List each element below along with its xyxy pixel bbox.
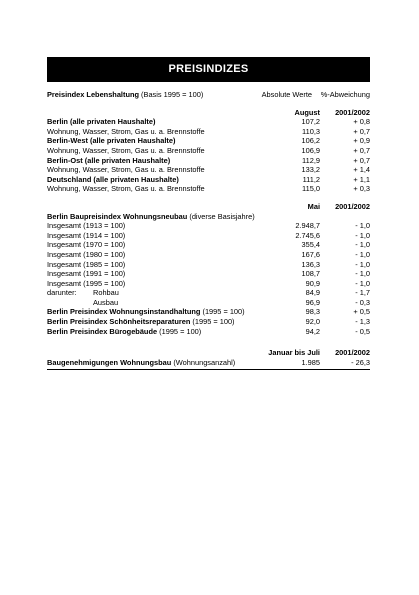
row-value: 98,3 [305, 307, 320, 317]
row-label: Berlin Preisindex Bürogebäude [47, 326, 158, 336]
row-deviation: - 1,3 [355, 317, 370, 327]
period-years: 2001/2002 [335, 107, 370, 117]
row-value: 133,2 [301, 165, 320, 175]
ausbau-value: 96,9 [305, 297, 320, 307]
row-label: Wohnung, Wasser, Strom, Gas u. a. Brennstoffe [47, 145, 205, 155]
table-row [47, 327, 370, 337]
row-deviation: - 1,0 [355, 240, 370, 250]
row-value: 108,7 [301, 269, 320, 279]
page-title: PREISINDIZES [47, 57, 370, 82]
table-row [47, 127, 370, 137]
row-deviation: + 0,3 [353, 184, 370, 194]
row-label: Insgesamt (1985 = 100) [47, 259, 126, 269]
rohbau-label: Rohbau [93, 288, 119, 298]
row-value: 136,3 [301, 259, 320, 269]
row-label: Insgesamt (1913 = 100) [47, 221, 126, 231]
table-row [47, 298, 370, 308]
row-label: Deutschland (alle privaten Haushalte) [47, 174, 179, 184]
row-basis: (1995 = 100) [157, 326, 202, 336]
row-deviation: + 0,8 [353, 117, 370, 127]
row-label: Wohnung, Wasser, Strom, Gas u. a. Brennstoffe [47, 165, 205, 175]
row-label: Insgesamt (1914 = 100) [47, 230, 126, 240]
row-value: 111,2 [302, 174, 320, 184]
row-deviation: - 1,0 [355, 259, 370, 269]
period-august: August [294, 107, 320, 117]
period-mai: Mai [307, 201, 320, 211]
row-label: Insgesamt (1991 = 100) [47, 269, 126, 279]
ausbau-deviation: - 0,3 [355, 297, 370, 307]
table-row [47, 136, 370, 146]
row-label: Insgesamt (1995 = 100) [47, 278, 126, 288]
table-row [47, 221, 370, 231]
period-januar-juli: Januar bis Juli [268, 348, 320, 358]
genehmigung-label: Baugenehmigungen Wohnungsbau [47, 357, 172, 367]
row-value: 110,3 [302, 126, 320, 136]
row-deviation: - 1,0 [355, 230, 370, 240]
row-label: Insgesamt (1980 = 100) [47, 249, 126, 259]
table-row [47, 146, 370, 156]
row-deviation: - 0,5 [355, 326, 370, 336]
bottom-rule [47, 369, 370, 370]
row-value: 106,9 [301, 145, 320, 155]
row-value: 107,2 [301, 117, 320, 127]
col-absolute-header: Absolute Werte [261, 90, 312, 99]
table-row [47, 175, 370, 185]
row-deviation: + 0,7 [353, 155, 370, 165]
lebenshaltung-header [47, 90, 370, 100]
period-years: 2001/2002 [335, 201, 370, 211]
row-value: 115,0 [302, 184, 320, 194]
row-label: Wohnung, Wasser, Strom, Gas u. a. Brennstoffe [47, 126, 205, 136]
table-row [47, 231, 370, 241]
row-deviation: - 1,0 [355, 221, 370, 231]
row-deviation: + 0,7 [353, 145, 370, 155]
table-row [47, 358, 370, 368]
table-row [47, 184, 370, 194]
table-row [47, 156, 370, 166]
row-value: 106,2 [301, 136, 320, 146]
lebenshaltung-basis: (Basis 1995 = 100) [139, 90, 204, 99]
row-label: Berlin (alle privaten Haushalte) [47, 117, 156, 127]
row-deviation: + 1,1 [353, 174, 370, 184]
genehmigung-note: (Wohnungsanzahl) [171, 357, 236, 367]
row-value: 112,9 [302, 155, 320, 165]
row-label: Insgesamt (1970 = 100) [47, 240, 126, 250]
table-row [47, 260, 370, 270]
row-basis: (1995 = 100) [190, 317, 235, 327]
ausbau-label: Ausbau [93, 297, 119, 307]
row-basis: (1995 = 100) [200, 307, 245, 317]
row-label: Berlin Preisindex Schönheitsreparaturen [47, 317, 191, 327]
genehmigung-value: 1.985 [301, 357, 320, 367]
rohbau-deviation: - 1,7 [355, 288, 370, 298]
row-deviation: + 0,7 [353, 126, 370, 136]
rohbau-value: 84,9 [305, 288, 320, 298]
bau-basis: (diverse Basisjahre) [187, 211, 255, 221]
table-row [47, 240, 370, 250]
period-years: 2001/2002 [335, 348, 370, 358]
table-row [47, 317, 370, 327]
row-deviation: + 0,9 [353, 136, 370, 146]
table-row [47, 279, 370, 289]
lebenshaltung-label: Preisindex Lebenshaltung [47, 90, 139, 99]
row-deviation: - 1,0 [355, 249, 370, 259]
row-value: 167,6 [301, 249, 320, 259]
table-row [47, 165, 370, 175]
col-deviation-header: %-Abweichung [320, 90, 370, 99]
genehmigung-deviation: - 26,3 [351, 357, 370, 367]
row-value: 355,4 [301, 240, 320, 250]
genehmigung-period-header [47, 348, 370, 358]
bau-period-header [47, 202, 370, 212]
darunter-label: darunter: [47, 288, 77, 298]
row-value: 2.745,6 [295, 230, 320, 240]
bau-label: Berlin Baupreisindex Wohnungsneubau [47, 211, 188, 221]
table-row [47, 269, 370, 279]
row-deviation: + 1,4 [353, 165, 370, 175]
row-value: 2.948,7 [295, 221, 320, 231]
row-deviation: + 0,5 [353, 307, 370, 317]
row-deviation: - 1,0 [355, 269, 370, 279]
row-value: 92,0 [305, 317, 320, 327]
table-row [47, 117, 370, 127]
lebenshaltung-period-header [47, 108, 370, 118]
row-label: Berlin-Ost (alle privaten Haushalte) [47, 155, 171, 165]
row-value: 94,2 [305, 326, 320, 336]
row-deviation: - 1,0 [355, 278, 370, 288]
table-row [47, 288, 370, 298]
bau-section-label [47, 212, 370, 222]
row-label: Berlin-West (alle privaten Haushalte) [47, 136, 176, 146]
row-label: Wohnung, Wasser, Strom, Gas u. a. Brennstoffe [47, 184, 205, 194]
table-row [47, 250, 370, 260]
row-value: 90,9 [305, 278, 320, 288]
row-label: Berlin Preisindex Wohnungsinstandhaltung [47, 307, 201, 317]
table-row [47, 307, 370, 317]
price-index-table [47, 57, 370, 370]
